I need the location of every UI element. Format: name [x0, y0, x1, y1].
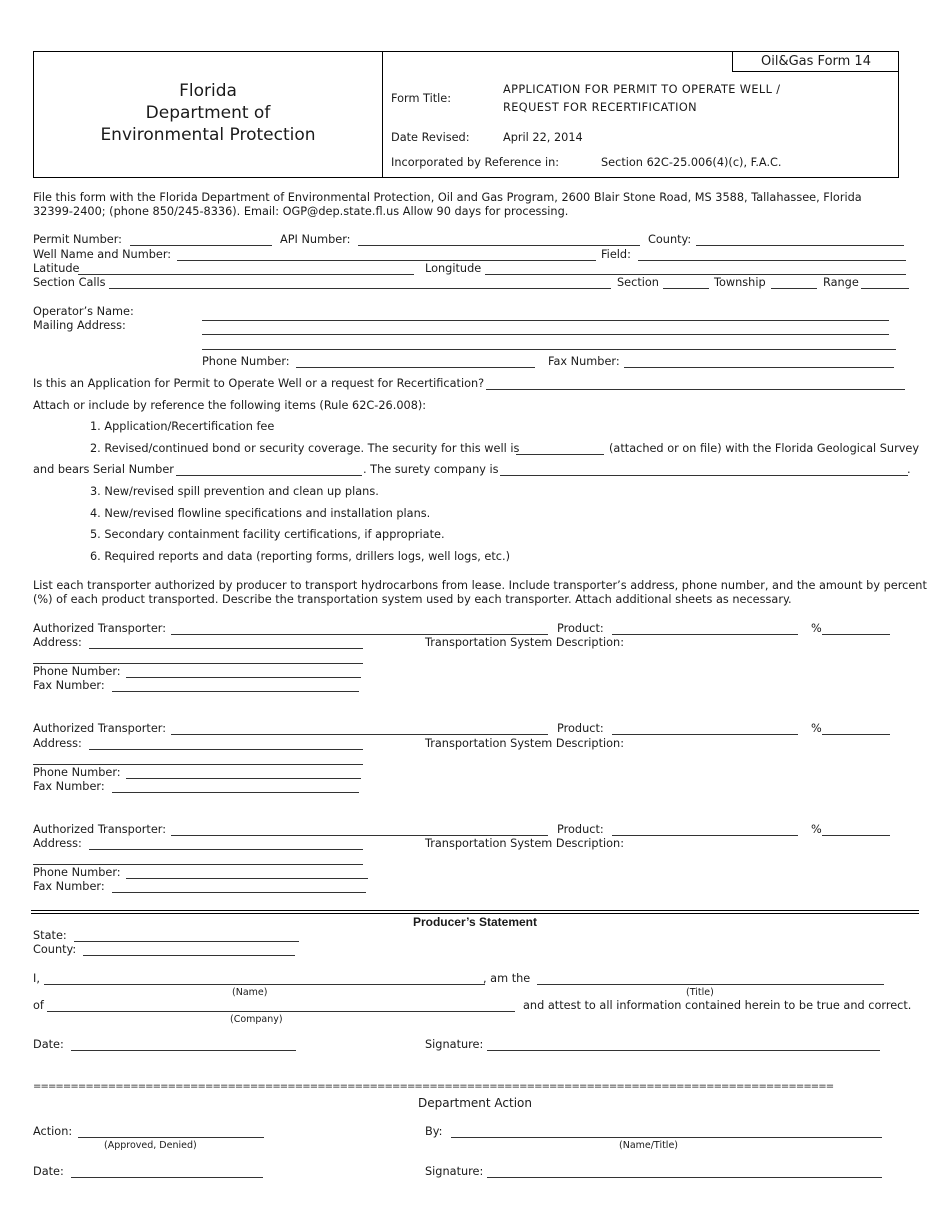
- well-name-label: Well Name and Number:: [33, 248, 172, 261]
- form-title-line-2: REQUEST FOR RECERTIFICATION: [503, 101, 697, 114]
- of-label: of: [33, 999, 44, 1012]
- authorized-transporter-label: Authorized Transporter:: [33, 722, 167, 735]
- phone-field[interactable]: [126, 667, 361, 678]
- county-field[interactable]: [83, 945, 295, 956]
- address-label: Address:: [33, 837, 82, 850]
- fax-label: Fax Number:: [33, 780, 105, 793]
- attach-item-6: 6. Required reports and data (reporting forms, drillers logs, well logs, etc.): [90, 550, 511, 563]
- latitude-field[interactable]: [78, 264, 414, 275]
- address-line-1[interactable]: [89, 638, 363, 649]
- agency-line-2: Department of: [145, 103, 271, 123]
- address-line-1[interactable]: [89, 839, 363, 850]
- form-title-label: Form Title:: [391, 92, 452, 105]
- percent-label: %: [811, 722, 822, 735]
- mailing-address-label: Mailing Address:: [33, 319, 126, 332]
- incorporated-label: Incorporated by Reference in:: [391, 156, 560, 169]
- address-line-2[interactable]: [33, 854, 363, 865]
- date-revised-value: April 22, 2014: [503, 131, 583, 144]
- operator-phone-field[interactable]: [296, 357, 535, 368]
- product-field[interactable]: [612, 624, 798, 635]
- title-caption: (Title): [686, 987, 714, 998]
- am-the-label: , am the: [483, 972, 531, 985]
- section-calls-label: Section Calls: [33, 276, 106, 289]
- transporter-intro-2: (%) of each product transported. Describe the transportation system used by each transporter. Attach additional sheets as necessary.: [33, 593, 792, 606]
- action-field[interactable]: [78, 1127, 264, 1138]
- attach-item-2-cont: (attached or on file) with the Florida Geological Survey: [609, 442, 920, 455]
- authorized-transporter-field[interactable]: [171, 825, 548, 836]
- security-field[interactable]: [516, 444, 604, 455]
- phone-label: Phone Number:: [33, 866, 121, 879]
- phone-field[interactable]: [126, 768, 361, 779]
- permit-number-label: Permit Number:: [33, 233, 122, 246]
- fax-field[interactable]: [112, 882, 366, 893]
- attest-text: and attest to all information contained herein to be true and correct.: [523, 999, 912, 1012]
- producer-signature-field[interactable]: [487, 1040, 880, 1051]
- product-label: Product:: [557, 622, 604, 635]
- percent-field[interactable]: [822, 624, 890, 635]
- serial-number-field[interactable]: [176, 465, 362, 476]
- producer-statement-heading: Producer’s Statement: [412, 915, 538, 929]
- percent-field[interactable]: [822, 825, 890, 836]
- department-signature-label: Signature:: [425, 1165, 484, 1178]
- latitude-label: Latitude: [33, 262, 80, 275]
- name-field[interactable]: [44, 974, 485, 985]
- form-number: Oil&Gas Form 14: [732, 52, 899, 72]
- product-field[interactable]: [612, 724, 798, 735]
- operator-fax-label: Fax Number:: [548, 355, 620, 368]
- fax-field[interactable]: [112, 782, 359, 793]
- authorized-transporter-field[interactable]: [171, 624, 548, 635]
- operator-name-field[interactable]: [202, 310, 889, 321]
- agency-line-1: Florida: [179, 81, 237, 101]
- phone-field[interactable]: [126, 868, 368, 879]
- permit-number-field[interactable]: [130, 235, 272, 246]
- county-label: County:: [33, 943, 77, 956]
- fax-label: Fax Number:: [33, 679, 105, 692]
- percent-label: %: [811, 622, 822, 635]
- attach-item-2: 2. Revised/continued bond or security coverage. The security for this well is: [90, 442, 520, 455]
- township-label: Township: [714, 276, 766, 289]
- incorporated-value: Section 62C-25.006(4)(c), F.A.C.: [601, 156, 782, 169]
- state-label: State:: [33, 929, 67, 942]
- title-field[interactable]: [537, 974, 884, 985]
- by-caption: (Name/Title): [619, 1140, 678, 1151]
- phone-label: Phone Number:: [33, 665, 121, 678]
- producer-date-label: Date:: [33, 1038, 64, 1051]
- attach-item-1: 1. Application/Recertification fee: [90, 420, 275, 433]
- mailing-address-line-1[interactable]: [202, 324, 889, 335]
- operator-name-label: Operator’s Name:: [33, 305, 134, 318]
- action-label: Action:: [33, 1125, 73, 1138]
- operator-phone-label: Phone Number:: [202, 355, 290, 368]
- section-label: Section: [617, 276, 659, 289]
- address-line-1[interactable]: [89, 739, 363, 750]
- department-signature-field[interactable]: [487, 1167, 882, 1178]
- field-label: Field:: [601, 248, 631, 261]
- longitude-field[interactable]: [485, 264, 906, 275]
- address-line-2[interactable]: [33, 754, 363, 765]
- fax-label: Fax Number:: [33, 880, 105, 893]
- attach-item-3: 3. New/revised spill prevention and clean up plans.: [90, 485, 379, 498]
- authorized-transporter-label: Authorized Transporter:: [33, 622, 167, 635]
- product-label: Product:: [557, 823, 604, 836]
- intro-line-1: File this form with the Florida Department of Environmental Protection, Oil and Gas Program, 2600 Blair Stone Road, MS 3588, Tallahassee, Florida: [33, 191, 862, 204]
- transporter-intro-1: List each transporter authorized by producer to transport hydrocarbons from lease. Include transporter’s address, phone number, and the amount by percent: [33, 579, 927, 592]
- mailing-address-line-2[interactable]: [202, 339, 896, 350]
- township-field[interactable]: [771, 278, 817, 289]
- application-type-field[interactable]: [486, 379, 905, 390]
- by-label: By:: [425, 1125, 443, 1138]
- name-caption: (Name): [232, 987, 268, 998]
- producer-signature-label: Signature:: [425, 1038, 484, 1051]
- department-separator: ===========================================================================================================: [33, 1081, 834, 1092]
- county-field[interactable]: [696, 235, 904, 246]
- attach-intro: Attach or include by reference the following items (Rule 62C-26.008):: [33, 399, 427, 412]
- county-label: County:: [648, 233, 692, 246]
- range-field[interactable]: [861, 278, 909, 289]
- application-question: Is this an Application for Permit to Operate Well or a request for Recertification?: [33, 377, 485, 390]
- phone-label: Phone Number:: [33, 766, 121, 779]
- surety-label: . The surety company is: [363, 463, 499, 476]
- agency-name: [34, 80, 382, 146]
- department-date-field[interactable]: [71, 1167, 263, 1178]
- section-calls-field[interactable]: [109, 278, 611, 289]
- intro-line-2: 32399-2400; (phone 850/245-8336). Email: OGP@dep.state.fl.us Allow 90 days for processing.: [33, 205, 569, 218]
- header-divider: [382, 52, 383, 177]
- fax-field[interactable]: [112, 681, 359, 692]
- percent-field[interactable]: [822, 724, 890, 735]
- tsd-label: Transportation System Description:: [425, 737, 625, 750]
- authorized-transporter-label: Authorized Transporter:: [33, 823, 167, 836]
- date-revised-label: Date Revised:: [391, 131, 470, 144]
- department-date-label: Date:: [33, 1165, 64, 1178]
- agency-line-3: Environmental Protection: [100, 125, 316, 145]
- surety-period: .: [907, 463, 911, 476]
- surety-company-field[interactable]: [500, 465, 908, 476]
- section-rule-top: [31, 910, 919, 911]
- state-field[interactable]: [74, 931, 299, 942]
- field-field[interactable]: [638, 250, 906, 261]
- operator-fax-field[interactable]: [624, 357, 894, 368]
- address-label: Address:: [33, 737, 82, 750]
- tsd-label: Transportation System Description:: [425, 837, 625, 850]
- product-field[interactable]: [612, 825, 798, 836]
- api-number-field[interactable]: [358, 235, 640, 246]
- address-line-2[interactable]: [33, 653, 363, 664]
- i-label: I,: [33, 972, 40, 985]
- attach-item-4: 4. New/revised flowline specifications and installation plans.: [90, 507, 431, 520]
- longitude-label: Longitude: [425, 262, 482, 275]
- form-title-line-1: APPLICATION FOR PERMIT TO OPERATE WELL /: [503, 83, 781, 96]
- department-action-heading: Department Action: [417, 1096, 532, 1110]
- percent-label: %: [811, 823, 822, 836]
- producer-date-field[interactable]: [71, 1040, 296, 1051]
- action-caption: (Approved, Denied): [104, 1140, 197, 1151]
- company-caption: (Company): [230, 1014, 283, 1025]
- company-field[interactable]: [47, 1001, 515, 1012]
- tsd-label: Transportation System Description:: [425, 636, 625, 649]
- address-label: Address:: [33, 636, 82, 649]
- authorized-transporter-field[interactable]: [171, 724, 548, 735]
- api-number-label: API Number:: [280, 233, 351, 246]
- well-name-field[interactable]: [177, 250, 596, 261]
- serial-number-label: and bears Serial Number: [33, 463, 174, 476]
- by-field[interactable]: [451, 1127, 882, 1138]
- section-field[interactable]: [663, 278, 709, 289]
- range-label: Range: [823, 276, 859, 289]
- product-label: Product:: [557, 722, 604, 735]
- attach-item-5: 5. Secondary containment facility certifications, if appropriate.: [90, 528, 445, 541]
